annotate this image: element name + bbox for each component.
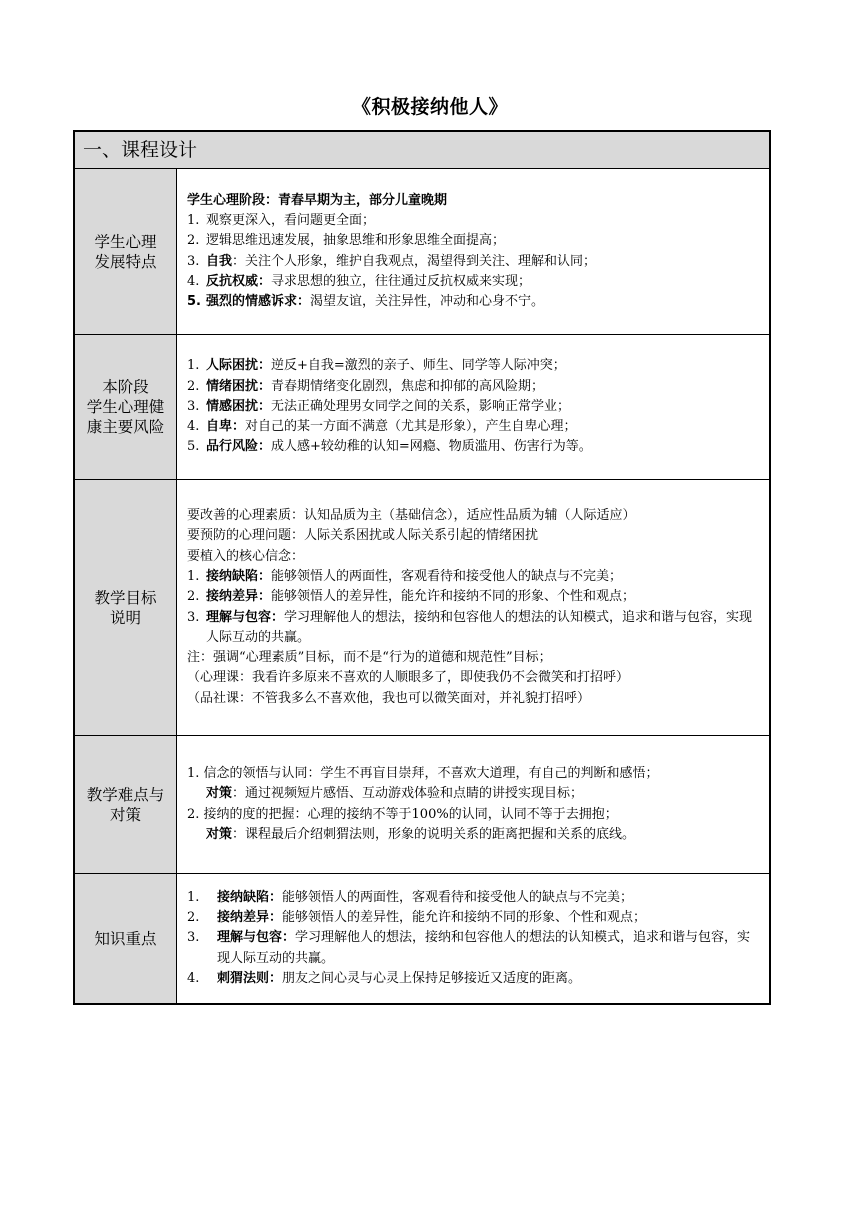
list-item — [187, 908, 761, 928]
list-item — [187, 252, 761, 272]
list-item — [187, 437, 761, 457]
list-item — [187, 377, 761, 397]
item-number: 1. — [187, 568, 200, 584]
item-text: 成人感+较幼稚的认知=网瘾、物质滥用、伤害行为等。 — [271, 439, 592, 455]
item-text: 朋友之间心灵与心灵上保持足够接近又适度的距离。 — [282, 970, 582, 986]
list-item — [187, 587, 761, 607]
label-text: 学生心理发展特点 — [94, 232, 157, 271]
item-number: 2. — [187, 589, 200, 605]
item-text: 能够领悟人的两面性，客观看待和接受他人的缺点与不完美； — [282, 889, 634, 905]
label-line: 对策 — [109, 805, 141, 824]
item-number: 3. — [187, 253, 200, 269]
row-content-health-risks — [177, 335, 769, 479]
item-keyword: 理解与包容： — [206, 609, 285, 625]
label-line: 本阶段 — [102, 378, 149, 396]
item-text: 学习理解他人的想法，接纳和包容他人的想法的认知模式，追求和谐与包容，实现人际互动的共赢。 — [206, 609, 753, 645]
list-item — [187, 969, 761, 989]
page-title: 《积极接纳他人》 — [351, 96, 508, 118]
item-keyword: 情感困扰： — [206, 398, 272, 414]
list-item — [187, 356, 761, 376]
row-label-key-knowledge — [75, 874, 177, 1003]
item-number: 4. — [187, 970, 200, 986]
strategy-text: ：课程最后介绍刺猬法则，形象的说明关系的距离把握和关系的底线。 — [232, 826, 636, 842]
row-student-development — [75, 169, 769, 335]
item-number: 3. — [187, 930, 200, 946]
row-label-health-risks — [75, 335, 177, 479]
goal-line: 要植入的核心信念： — [187, 548, 305, 564]
goal-note: （心理课：我看许多原来不喜欢的人顺眼多了，即使我仍不会微笑和打招呼） — [187, 670, 630, 686]
item-keyword: 接纳缺陷： — [217, 889, 283, 905]
goal-line: 要预防的心理问题：人际关系困扰或人际关系引起的情绪困扰 — [187, 528, 539, 544]
item-number: 2. — [187, 233, 200, 249]
item-keyword: 接纳差异： — [217, 910, 283, 926]
item-text: 无法正确处理男女同学之间的关系，影响正常学业； — [271, 398, 571, 414]
item-number: 4. — [187, 273, 200, 289]
strategy-keyword: 对策 — [206, 786, 233, 802]
course-design-table — [73, 130, 771, 1005]
section-header: 一、课程设计 — [75, 132, 769, 169]
row-content-teaching-goals — [177, 480, 769, 735]
item-number: 5. — [187, 439, 200, 455]
row-health-risks — [75, 335, 769, 480]
item-text: ：关注个人形象，维护自我观点，渴望得到关注、理解和认同； — [232, 253, 597, 269]
item-text: 青春期情绪变化剧烈，焦虑和抑郁的高风险期； — [271, 378, 545, 394]
list-item — [187, 888, 761, 908]
row-content-key-knowledge — [177, 874, 769, 1003]
strategy-line — [187, 825, 761, 845]
item-keyword: 接纳差异： — [206, 589, 272, 605]
label-line: 教学难点与 — [86, 785, 165, 804]
list-item — [187, 417, 761, 437]
item-keyword: 刺猬法则： — [217, 970, 283, 986]
row-label-teaching-goals — [75, 480, 177, 735]
goal-note: 注：强调“心理素质”目标，而不是“行为的道德和规范性”目标； — [187, 650, 552, 666]
label-line: 教学目标 — [94, 588, 157, 607]
list-item — [187, 211, 761, 231]
stage-intro: 学生心理阶段：青春早期为主，部分儿童晚期 — [187, 192, 448, 208]
item-keyword: 人际困扰： — [206, 358, 272, 374]
item-text: 对自己的某一方面不满意（尤其是形象），产生自卑心理； — [245, 419, 577, 435]
item-text: 渴望友谊，关注异性，冲动和心身不宁。 — [310, 294, 545, 310]
item-number: 1. — [187, 358, 200, 374]
row-key-knowledge — [75, 874, 769, 1003]
item-number: 3. — [187, 609, 200, 625]
item-text: 学习理解他人的想法，接纳和包容他人的想法的认知模式，追求和谐与包容，实现人际互动的共赢。 — [217, 930, 751, 966]
difficulty-item: 2. 接纳的度的把握：心理的接纳不等于100%的认同，认同不等于去拥抱； — [187, 806, 618, 822]
item-text: 观察更深入，看问题更全面； — [206, 212, 376, 228]
strategy-line — [187, 784, 761, 804]
strategy-text: ：通过视频短片感悟、互动游戏体验和点睛的讲授实现目标； — [232, 786, 584, 802]
item-text: 能够领悟人的两面性，客观看待和接受他人的缺点与不完美； — [271, 568, 623, 584]
row-content-difficulties — [177, 736, 769, 873]
item-keyword: 情绪困扰： — [206, 378, 272, 394]
row-difficulties — [75, 736, 769, 874]
item-number: 1. — [187, 212, 200, 228]
label-line: 学生心理健 — [86, 398, 165, 416]
item-text: 逻辑思维迅速发展，抽象思维和形象思维全面提高； — [206, 233, 506, 249]
item-number: 2. — [187, 910, 200, 926]
item-keyword: 自卑： — [206, 419, 246, 435]
item-number: 5. — [187, 294, 201, 310]
label-line: 说明 — [109, 608, 141, 627]
item-keyword: 自我 — [206, 253, 233, 269]
item-keyword: 接纳缺陷： — [206, 568, 272, 584]
item-keyword: 理解与包容： — [217, 930, 296, 946]
goal-note: （品社课：不管我多么不喜欢他，我也可以微笑面对，并礼貌打招呼） — [187, 690, 591, 706]
row-content-student-development — [177, 169, 769, 334]
item-text: 寻求思想的独立，往往通过反抗权威来实现； — [271, 273, 532, 289]
list-item — [187, 272, 761, 292]
item-number: 4. — [187, 419, 200, 435]
label-text: 知识重点 — [94, 929, 157, 948]
item-number: 1. — [187, 889, 200, 905]
item-keyword: 强烈的情感诉求： — [206, 294, 311, 310]
list-item — [187, 567, 761, 587]
item-number: 3. — [187, 398, 200, 414]
item-text: 逆反+自我=激烈的亲子、师生、同学等人际冲突； — [271, 358, 566, 374]
list-item — [187, 292, 761, 312]
row-teaching-goals — [75, 480, 769, 736]
item-text: 能够领悟人的差异性，能允许和接纳不同的形象、个性和观点； — [282, 910, 647, 926]
list-item — [187, 928, 761, 969]
row-label-student-development — [75, 169, 177, 334]
row-label-difficulties — [75, 736, 177, 873]
item-text: 能够领悟人的差异性，能允许和接纳不同的形象、个性和观点； — [271, 589, 636, 605]
list-item — [187, 231, 761, 251]
difficulty-item: 1. 信念的领悟与认同：学生不再盲目崇拜，不喜欢大道理，有自己的判断和感悟； — [187, 765, 659, 781]
strategy-keyword: 对策 — [206, 826, 233, 842]
item-keyword: 反抗权威： — [206, 273, 272, 289]
list-item — [187, 608, 761, 649]
label-line: 康主要风险 — [86, 418, 165, 436]
list-item — [187, 397, 761, 417]
item-number: 2. — [187, 378, 200, 394]
item-keyword: 品行风险： — [206, 439, 272, 455]
goal-line: 要改善的心理素质：认知品质为主（基础信念），适应性品质为辅（人际适应） — [187, 508, 636, 524]
